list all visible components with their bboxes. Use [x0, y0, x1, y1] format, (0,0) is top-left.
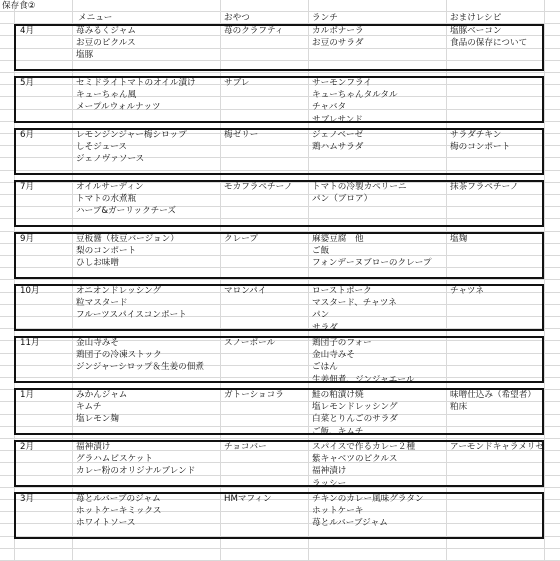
- grid-row-line: [0, 548, 560, 549]
- menu-cell[interactable]: 福神漬け: [76, 442, 111, 452]
- lunch-cell[interactable]: カルボナーラ: [312, 26, 364, 36]
- menu-cell[interactable]: ひしお味噌: [76, 258, 119, 269]
- bonus-cell[interactable]: 味噌仕込み（希望者）: [450, 390, 536, 400]
- menu-cell[interactable]: オニオンドレッシング: [76, 286, 162, 296]
- lunch-cell[interactable]: 鶏団子のフォー: [312, 338, 372, 348]
- menu-cell[interactable]: ホットケーキミックス: [76, 506, 162, 517]
- menu-cell[interactable]: 鶏団子の冷凍ストック: [76, 350, 162, 361]
- menu-cell[interactable]: 梨のコンポート: [76, 246, 137, 257]
- lunch-cell[interactable]: 鶏ハムサラダ: [312, 142, 364, 153]
- header-snack[interactable]: おやつ: [224, 13, 250, 23]
- lunch-cell[interactable]: スパイスで作るカレー２種: [312, 442, 416, 452]
- lunch-cell[interactable]: ラッシー: [312, 478, 347, 489]
- grid-row-line: [0, 487, 560, 488]
- grid-row-line: [0, 72, 560, 73]
- lunch-cell[interactable]: パン（ブロア）: [312, 194, 373, 205]
- bonus-cell[interactable]: 梅のコンポート: [450, 142, 511, 153]
- bonus-cell[interactable]: 食品の保存について: [450, 38, 528, 49]
- lunch-cell[interactable]: キューちゃんタルタル: [312, 90, 398, 101]
- menu-cell[interactable]: フルーツスパイスコンポート: [76, 310, 187, 321]
- menu-cell[interactable]: 塩豚: [76, 50, 94, 61]
- menu-cell[interactable]: 金山寺みそ: [76, 338, 119, 348]
- snack-cell[interactable]: 梅ゼリー: [224, 130, 259, 140]
- bonus-cell[interactable]: アーモンドキャラメリゼ: [450, 442, 544, 452]
- menu-cell[interactable]: キューちゃん風: [76, 90, 137, 101]
- snack-cell[interactable]: 苺のクラフティ: [224, 26, 284, 36]
- lunch-cell[interactable]: お豆のサラダ: [312, 38, 364, 49]
- bonus-cell[interactable]: チャツネ: [450, 286, 484, 296]
- month-label[interactable]: 2月: [20, 442, 35, 452]
- grid-row-line: [0, 279, 560, 280]
- lunch-cell[interactable]: ホットケーキ: [312, 506, 364, 517]
- lunch-cell[interactable]: フォンデーヌブローのクレープ: [312, 258, 432, 269]
- lunch-cell[interactable]: ご飯: [312, 246, 330, 257]
- lunch-cell[interactable]: 生姜佃煮、ジンジャエール: [312, 374, 415, 385]
- month-label[interactable]: 5月: [20, 78, 35, 88]
- lunch-cell[interactable]: パン: [312, 310, 330, 321]
- lunch-cell[interactable]: 金山寺みそ: [312, 350, 355, 361]
- bonus-cell[interactable]: 塩豚ベーコン: [450, 26, 502, 36]
- snack-cell[interactable]: モカフラペチーノ: [224, 182, 293, 192]
- lunch-cell[interactable]: 苺とルバーブジャム: [312, 518, 388, 529]
- snack-cell[interactable]: スノーボール: [224, 338, 276, 348]
- lunch-cell[interactable]: 紫キャベツのピクルス: [312, 454, 398, 465]
- month-label[interactable]: 4月: [20, 26, 35, 36]
- month-label[interactable]: 11月: [20, 338, 40, 348]
- menu-cell[interactable]: ジンジャーシロップ＆生姜の佃煮: [76, 362, 204, 373]
- menu-cell[interactable]: 粒マスタード: [76, 298, 128, 309]
- lunch-cell[interactable]: チャバタ: [312, 102, 347, 113]
- sheet-title: 保存食②: [2, 1, 36, 11]
- lunch-cell[interactable]: サーモンフライ: [312, 78, 372, 88]
- menu-cell[interactable]: 豆板醤（枝豆バージョン）: [76, 234, 179, 244]
- snack-cell[interactable]: サブレ: [224, 78, 250, 88]
- lunch-cell[interactable]: 麻婆豆腐 他: [312, 234, 364, 244]
- month-label[interactable]: 7月: [20, 182, 35, 192]
- bonus-cell[interactable]: 塩麹: [450, 234, 468, 244]
- lunch-cell[interactable]: 鮭の粕漬け焼: [312, 390, 364, 400]
- snack-cell[interactable]: マロンパイ: [224, 286, 267, 296]
- lunch-cell[interactable]: ごはん: [312, 362, 338, 373]
- menu-cell[interactable]: トマトの水煮瓶: [76, 194, 137, 205]
- menu-cell[interactable]: ジェノヴァソース: [76, 154, 145, 165]
- lunch-cell[interactable]: 白菜とりんごのサラダ: [312, 414, 398, 425]
- menu-cell[interactable]: グラハムビスケット: [76, 454, 153, 465]
- snack-cell[interactable]: ガトーショコラ: [224, 390, 284, 400]
- lunch-cell[interactable]: サブレサンド: [312, 114, 363, 125]
- lunch-cell[interactable]: ローストポーク: [312, 286, 372, 296]
- snack-cell[interactable]: HMマフィン: [224, 494, 272, 504]
- snack-cell[interactable]: クレープ: [224, 234, 258, 244]
- lunch-cell[interactable]: 福神漬け: [312, 466, 347, 477]
- lunch-cell[interactable]: サラダ: [312, 322, 338, 333]
- lunch-cell[interactable]: トマトの冷製カペリーニ: [312, 182, 407, 192]
- grid-col-line: [544, 0, 545, 560]
- header-menu[interactable]: メニュー: [78, 13, 113, 23]
- lunch-cell[interactable]: マスタード、チャツネ: [312, 298, 397, 309]
- month-label[interactable]: 1月: [20, 390, 35, 400]
- snack-cell[interactable]: チョコバー: [224, 442, 267, 452]
- menu-cell[interactable]: みかんジャム: [76, 390, 128, 400]
- bonus-cell[interactable]: サラダチキン: [450, 130, 502, 140]
- header-lunch[interactable]: ランチ: [312, 13, 338, 23]
- month-label[interactable]: 3月: [20, 494, 35, 504]
- menu-cell[interactable]: しそジュース: [76, 142, 127, 153]
- lunch-cell[interactable]: ご飯、キムチ: [312, 426, 364, 437]
- bonus-cell[interactable]: 粕床: [450, 402, 468, 413]
- menu-cell[interactable]: メープルウォルナッツ: [76, 102, 161, 113]
- menu-cell[interactable]: ハーブ&ガーリックチーズ: [76, 206, 177, 217]
- menu-cell[interactable]: お豆のピクルス: [76, 38, 136, 49]
- month-label[interactable]: 6月: [20, 130, 35, 140]
- menu-cell[interactable]: レモンジンジャー梅シロップ: [76, 130, 187, 140]
- menu-cell[interactable]: 苺とルバーブのジャム: [76, 494, 161, 504]
- lunch-cell[interactable]: 塩レモンドレッシング: [312, 402, 398, 413]
- lunch-cell[interactable]: ジェノベーゼ: [312, 130, 364, 140]
- grid-row-line: [0, 438, 560, 439]
- bonus-cell[interactable]: 抹茶フラペチーノ: [450, 182, 519, 192]
- menu-cell[interactable]: キムチ: [76, 402, 102, 413]
- menu-cell[interactable]: カレー粉のオリジナルブレンド: [76, 466, 196, 477]
- menu-cell[interactable]: セミドライトマトのオイル漬け: [76, 78, 196, 88]
- header-bonus[interactable]: おまけレシピ: [450, 13, 502, 23]
- menu-cell[interactable]: ホワイトソース: [76, 518, 136, 529]
- menu-cell[interactable]: 塩レモン麹: [76, 414, 119, 425]
- month-label[interactable]: 10月: [20, 286, 40, 296]
- menu-cell[interactable]: オイルサーディン: [76, 182, 144, 192]
- month-label[interactable]: 9月: [20, 234, 35, 244]
- lunch-cell[interactable]: チキンのカレー風味グラタン: [312, 494, 424, 504]
- menu-cell[interactable]: 苺みるくジャム: [76, 26, 136, 36]
